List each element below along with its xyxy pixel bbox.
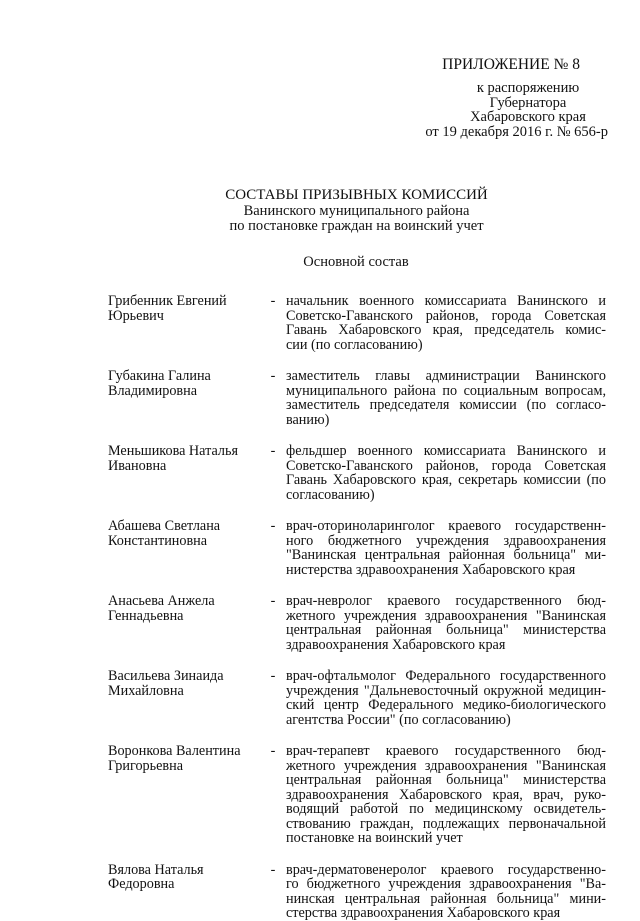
member-role-line: врач-офтальмолог Федерального государственного: [286, 669, 606, 684]
section-title-text: Основной состав: [303, 254, 409, 270]
member-role-line: постановке на воинский учет: [286, 831, 463, 846]
member-name-line: Михайловна: [108, 682, 184, 699]
member-name-line: Вялова Наталья: [108, 861, 204, 878]
member-role: [286, 444, 606, 502]
member-name: [108, 444, 260, 473]
member-role-line: нинская центральная районная больница" мини-: [286, 891, 606, 906]
member-role-line: заместитель председателя комиссии (по согласо-: [286, 398, 606, 413]
member-name-line: Константиновна: [108, 532, 208, 549]
member-dash: -: [270, 861, 276, 878]
annex-line: Губернатора: [489, 94, 567, 111]
member-role-line: Гавань Хабаровского края, секретарь комиссии (по: [286, 473, 606, 488]
member-name-line: Губакина Галина: [108, 368, 211, 384]
member-role-line: Советско-Гаванского районов, города Советская: [286, 458, 606, 473]
member-name: [108, 594, 260, 623]
annex-line: к распоряжению: [476, 80, 580, 96]
member-dash: -: [270, 593, 276, 609]
member-role-line: жетного учреждения здравоохранения "Ванинская: [286, 758, 606, 773]
member-role: [286, 744, 606, 846]
member-name-line: Григорьевна: [108, 757, 184, 774]
member-dash: -: [270, 443, 276, 459]
document-heading: [0, 186, 640, 234]
member-role-line: водящий работой по медицинскому освидетель-: [286, 802, 606, 817]
member-name-line: Воронкова Валентина: [108, 743, 241, 759]
member-dash: -: [270, 743, 276, 759]
member-name-line: Меньшикова Наталья: [108, 443, 238, 459]
document-subtitle: Ванинского муниципального района: [243, 203, 470, 219]
document-title: СОСТАВЫ ПРИЗЫВНЫХ КОМИССИЙ: [225, 187, 488, 203]
member-role-line: ного бюджетного учреждения здравоохранения: [286, 533, 606, 548]
member-name-line: Федоровна: [108, 876, 175, 892]
member-row: [108, 519, 606, 577]
annex-line: Хабаровского края: [470, 109, 586, 125]
member-dash: -: [270, 368, 276, 384]
member-role-line: врач-невролог краевого государственного бюд-: [286, 594, 606, 609]
member-name-line: Васильева Зинаида: [108, 668, 224, 684]
member-role-line: согласованию): [286, 487, 375, 502]
member-role: [286, 294, 606, 352]
member-role-line: "Ванинская центральная районная больница" ми-: [286, 548, 606, 563]
member-name-line: Владимировна: [108, 382, 197, 399]
document-subtitle: по постановке граждан на воинский учет: [229, 218, 484, 234]
member-role-line: заместитель главы администрации Ванинского: [286, 369, 606, 384]
member-name-line: Анасьева Анжела: [108, 593, 215, 609]
member-role-line: ванию): [286, 412, 330, 427]
member-role-line: центральная районная больница" министерства: [286, 773, 606, 788]
member-role-line: Гавань Хабаровского края, председатель комис-: [286, 323, 606, 338]
member-role-line: фельдшер военного комиссариата Ванинского и: [286, 444, 606, 459]
member-role-line: учреждения "Дальневосточный окружной медицин-: [286, 683, 606, 698]
member-row: [108, 669, 606, 727]
member-row: [108, 744, 606, 846]
member-name-line: Грибенник Евгений: [108, 293, 227, 309]
member-role: [286, 594, 606, 652]
member-name-line: Юрьевич: [108, 307, 164, 324]
member-role-line: врач-оториноларинголог краевого государственн-: [286, 519, 606, 534]
member-dash: -: [270, 518, 276, 534]
member-role-line: врач-терапевт краевого государственного бюд-: [286, 744, 606, 759]
member-role-line: ствованию граждан, подлежащих первоначальной: [286, 816, 606, 831]
member-role-line: стерства здравоохранения Хабаровского края: [286, 906, 561, 921]
annex-reference: [378, 81, 640, 125]
member-role-line: муниципального района по социальным вопросам,: [286, 383, 606, 398]
annex-title: ПРИЛОЖЕНИЕ № 8: [442, 56, 580, 73]
section-title: [0, 253, 640, 271]
member-name: [108, 519, 260, 548]
member-role: [286, 519, 606, 577]
member-name-line: Геннадьевна: [108, 607, 184, 624]
member-role: [286, 863, 606, 921]
member-role-line: жетного учреждения здравоохранения "Ванинская: [286, 608, 606, 623]
member-row: [108, 444, 606, 502]
member-role-line: начальник военного комиссариата Ванинского и: [286, 294, 606, 309]
member-name-line: Абашева Светлана: [108, 518, 221, 534]
members-list: [108, 294, 606, 921]
member-name: [108, 744, 260, 773]
member-name: [108, 294, 260, 323]
member-role-line: здравоохранения Хабаровского края: [286, 637, 506, 652]
member-name: [108, 863, 260, 892]
member-role-line: нистерства здравоохранения Хабаровского края: [286, 562, 576, 577]
member-role-line: Советско-Гаванского районов, города Советская: [286, 308, 606, 323]
member-name: [108, 669, 260, 698]
member-role-line: го бюджетного учреждения здравоохранения "Ва-: [286, 877, 606, 892]
member-name-line: Ивановна: [108, 457, 167, 474]
member-name: [108, 369, 260, 398]
member-role-line: сии (по согласованию): [286, 337, 423, 352]
member-row: [108, 863, 606, 921]
member-dash: -: [270, 293, 276, 309]
member-row: [108, 594, 606, 652]
annex-date: от 19 декабря 2016 г. № 656-р: [425, 124, 608, 140]
member-role: [286, 669, 606, 727]
member-role: [286, 369, 606, 427]
member-row: [108, 294, 606, 352]
member-role-line: здравоохранения Хабаровского края, врач, руко-: [286, 787, 606, 802]
member-dash: -: [270, 668, 276, 684]
member-role-line: агентства России" (по согласованию): [286, 712, 511, 727]
member-role-line: ский центр Федерального медико-биологического: [286, 698, 606, 713]
member-row: [108, 369, 606, 427]
member-role-line: центральная районная больница" министерства: [286, 623, 606, 638]
member-role-line: врач-дерматовенеролог краевого государственно-: [286, 862, 606, 877]
